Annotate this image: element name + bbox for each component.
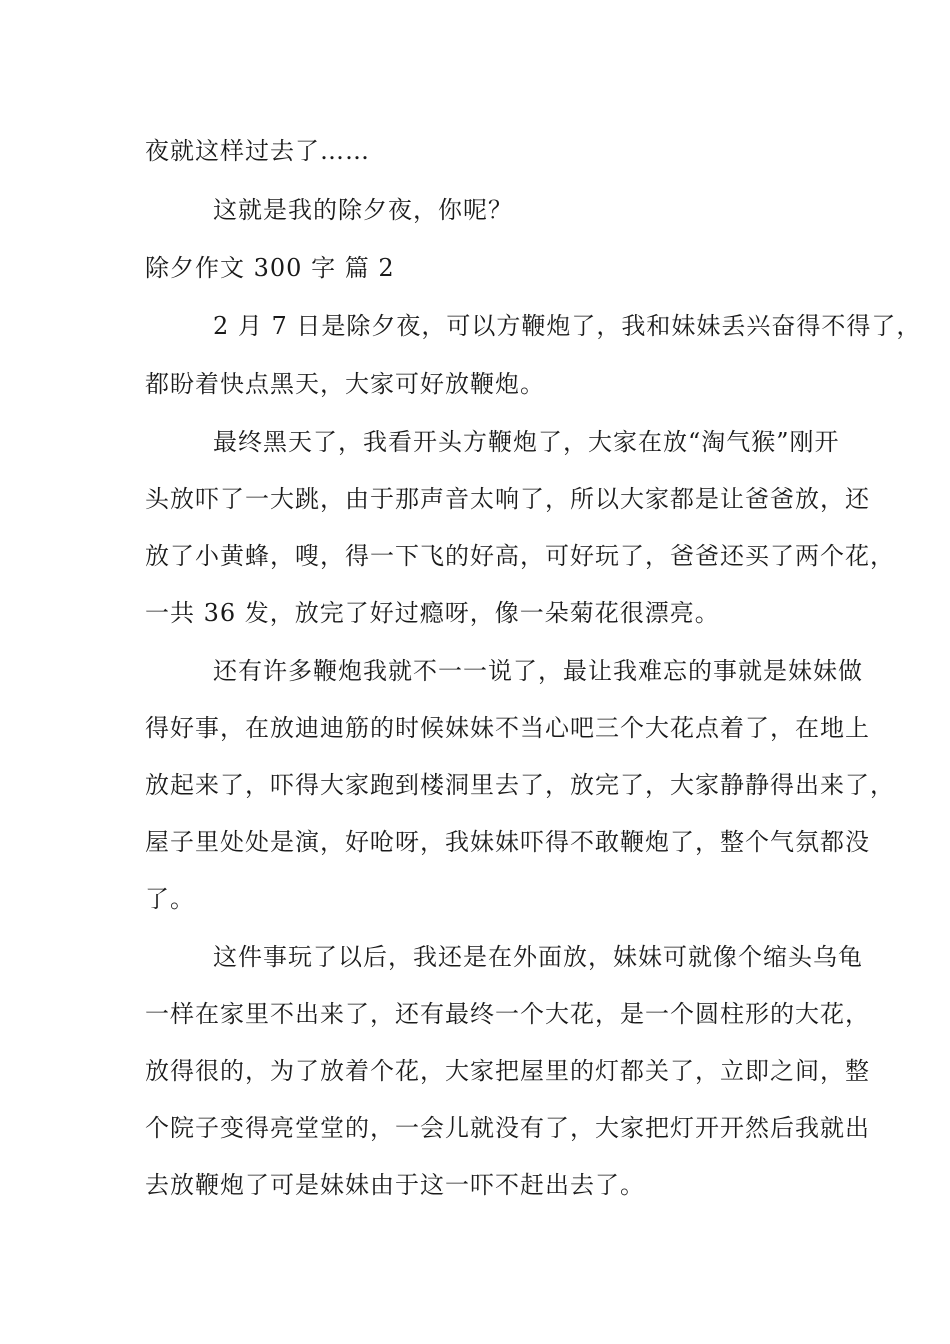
text-line: 放起来了，吓得大家跑到楼洞里去了，放完了，大家静静得出来了，	[145, 771, 895, 799]
text-line: 了。	[145, 885, 195, 913]
text-line: 都盼着快点黑天，大家可好放鞭炮。	[145, 370, 545, 398]
text-line: 放了小黄蜂，嗖，得一下飞的好高，可好玩了，爸爸还买了两个花，	[145, 542, 895, 570]
text-line: 头放吓了一大跳，由于那声音太响了，所以大家都是让爸爸放，还	[145, 485, 870, 513]
text-line: 放得很的，为了放着个花，大家把屋里的灯都关了，立即之间，整	[145, 1057, 870, 1085]
text-line: 屋子里处处是演，好呛呀，我妹妹吓得不敢鞭炮了，整个气氛都没	[145, 828, 870, 856]
text-line: 一样在家里不出来了，还有最终一个大花，是一个圆柱形的大花，	[145, 1000, 870, 1028]
text-line: 去放鞭炮了可是妹妹由于这一吓不赶出去了。	[145, 1171, 645, 1199]
text-line: 得好事，在放迪迪筋的时候妹妹不当心吧三个大花点着了，在地上	[145, 714, 870, 742]
text-line: 还有许多鞭炮我就不一一说了，最让我难忘的事就是妹妹做	[213, 657, 863, 685]
text-line: 2 月 7 日是除夕夜，可以方鞭炮了，我和妹妹丢兴奋得不得了，	[213, 312, 922, 340]
text-line: 夜就这样过去了……	[145, 137, 370, 165]
text-line: 一共 36 发，放完了好过瘾呀，像一朵菊花很漂亮。	[145, 599, 720, 627]
text-line: 个院子变得亮堂堂的，一会儿就没有了，大家把灯开开然后我就出	[145, 1114, 870, 1142]
text-line: 这就是我的除夕夜，你呢？	[213, 196, 513, 224]
section-title: 除夕作文 300 字 篇 2	[145, 254, 395, 282]
text-line: 最终黑天了，我看开头方鞭炮了，大家在放“淘气猴”刚开	[213, 428, 840, 456]
text-line: 这件事玩了以后，我还是在外面放，妹妹可就像个缩头乌龟	[213, 943, 863, 971]
